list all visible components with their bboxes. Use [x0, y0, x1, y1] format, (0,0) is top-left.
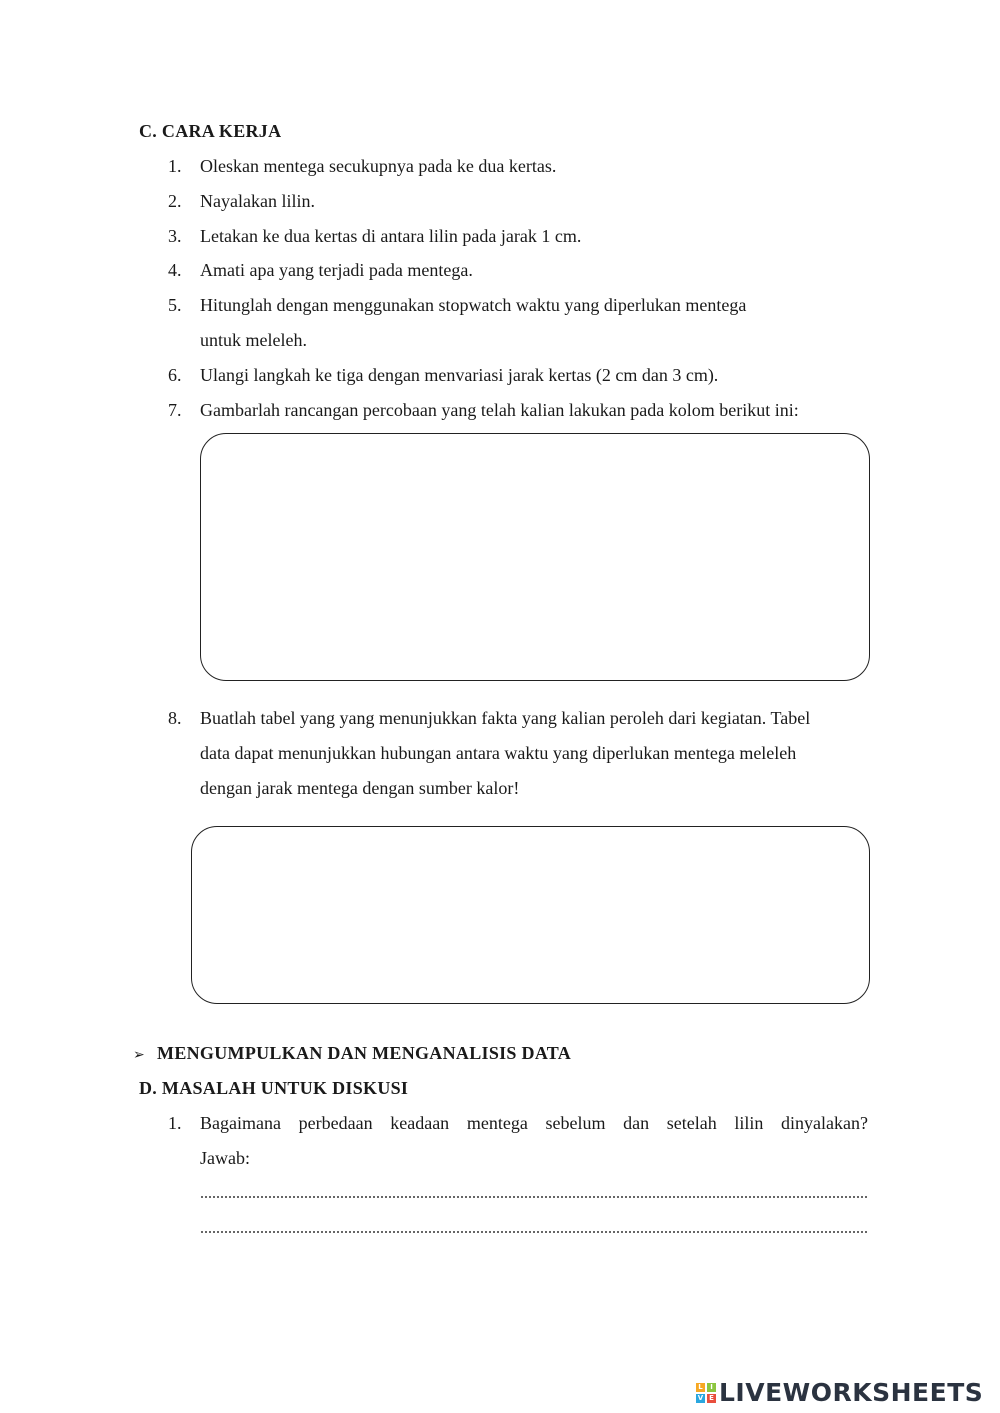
step-text: Buatlah tabel yang yang menunjukkan fakta yang kalian peroleh dari kegiatan. Tabel: [200, 708, 811, 728]
answer-line-2[interactable]: [200, 1231, 868, 1233]
question-number: 1.: [168, 1113, 182, 1133]
logo-block-i: I: [707, 1383, 716, 1392]
answer-label: Jawab:: [200, 1148, 250, 1168]
logo-text: LIVEWORKSHEETS: [719, 1378, 984, 1407]
step-number: 7.: [168, 400, 182, 420]
step-text: Letakan ke dua kertas di antara lilin pada jarak 1 cm.: [200, 226, 582, 246]
arrow-bullet-icon: ➢: [133, 1047, 146, 1063]
step-text-continued: data dapat menunjukkan hubungan antara waktu yang diperlukan mentega meleleh: [200, 743, 797, 763]
step-text: Nayalakan lilin.: [200, 191, 315, 211]
step-number: 6.: [168, 365, 182, 385]
answer-line-1[interactable]: [200, 1196, 868, 1198]
step-text: Oleskan mentega secukupnya pada ke dua kertas.: [200, 156, 557, 176]
section-d-heading: D. MASALAH UNTUK DISKUSI: [139, 1078, 409, 1098]
step-number: 8.: [168, 708, 182, 728]
section-c-heading: C. CARA KERJA: [139, 121, 282, 141]
step-text: Gambarlah rancangan percobaan yang telah kalian lakukan pada kolom berikut ini:: [200, 400, 799, 420]
step-number: 2.: [168, 191, 182, 211]
step-text: Ulangi langkah ke tiga dengan menvariasi jarak kertas (2 cm dan 3 cm).: [200, 365, 719, 385]
table-answer-box[interactable]: [191, 826, 870, 1004]
logo-blocks-icon: [696, 1383, 716, 1403]
step-number: 3.: [168, 226, 182, 246]
logo-block-e: E: [707, 1394, 716, 1403]
drawing-answer-box[interactable]: [200, 433, 870, 681]
logo-block-v: V: [697, 1393, 704, 1402]
step-text: Amati apa yang terjadi pada mentega.: [200, 260, 473, 280]
collect-data-heading-text: MENGUMPULKAN DAN MENGANALISIS DATA: [157, 1043, 572, 1063]
step-text: Hitunglah dengan menggunakan stopwatch waktu yang diperlukan mentega: [200, 295, 747, 315]
liveworksheets-logo: [696, 1378, 983, 1407]
collect-data-heading: [133, 1043, 571, 1064]
question-text: Bagaimana perbedaan keadaan mentega sebelum dan setelah lilin dinyalakan?: [200, 1113, 868, 1133]
logo-block-l: L: [696, 1383, 705, 1392]
step-text-continued: dengan jarak mentega dengan sumber kalor!: [200, 778, 520, 798]
step-number: 4.: [168, 260, 182, 280]
step-number: 1.: [168, 156, 182, 176]
step-text-continued: untuk meleleh.: [200, 330, 307, 350]
step-number: 5.: [168, 295, 182, 315]
